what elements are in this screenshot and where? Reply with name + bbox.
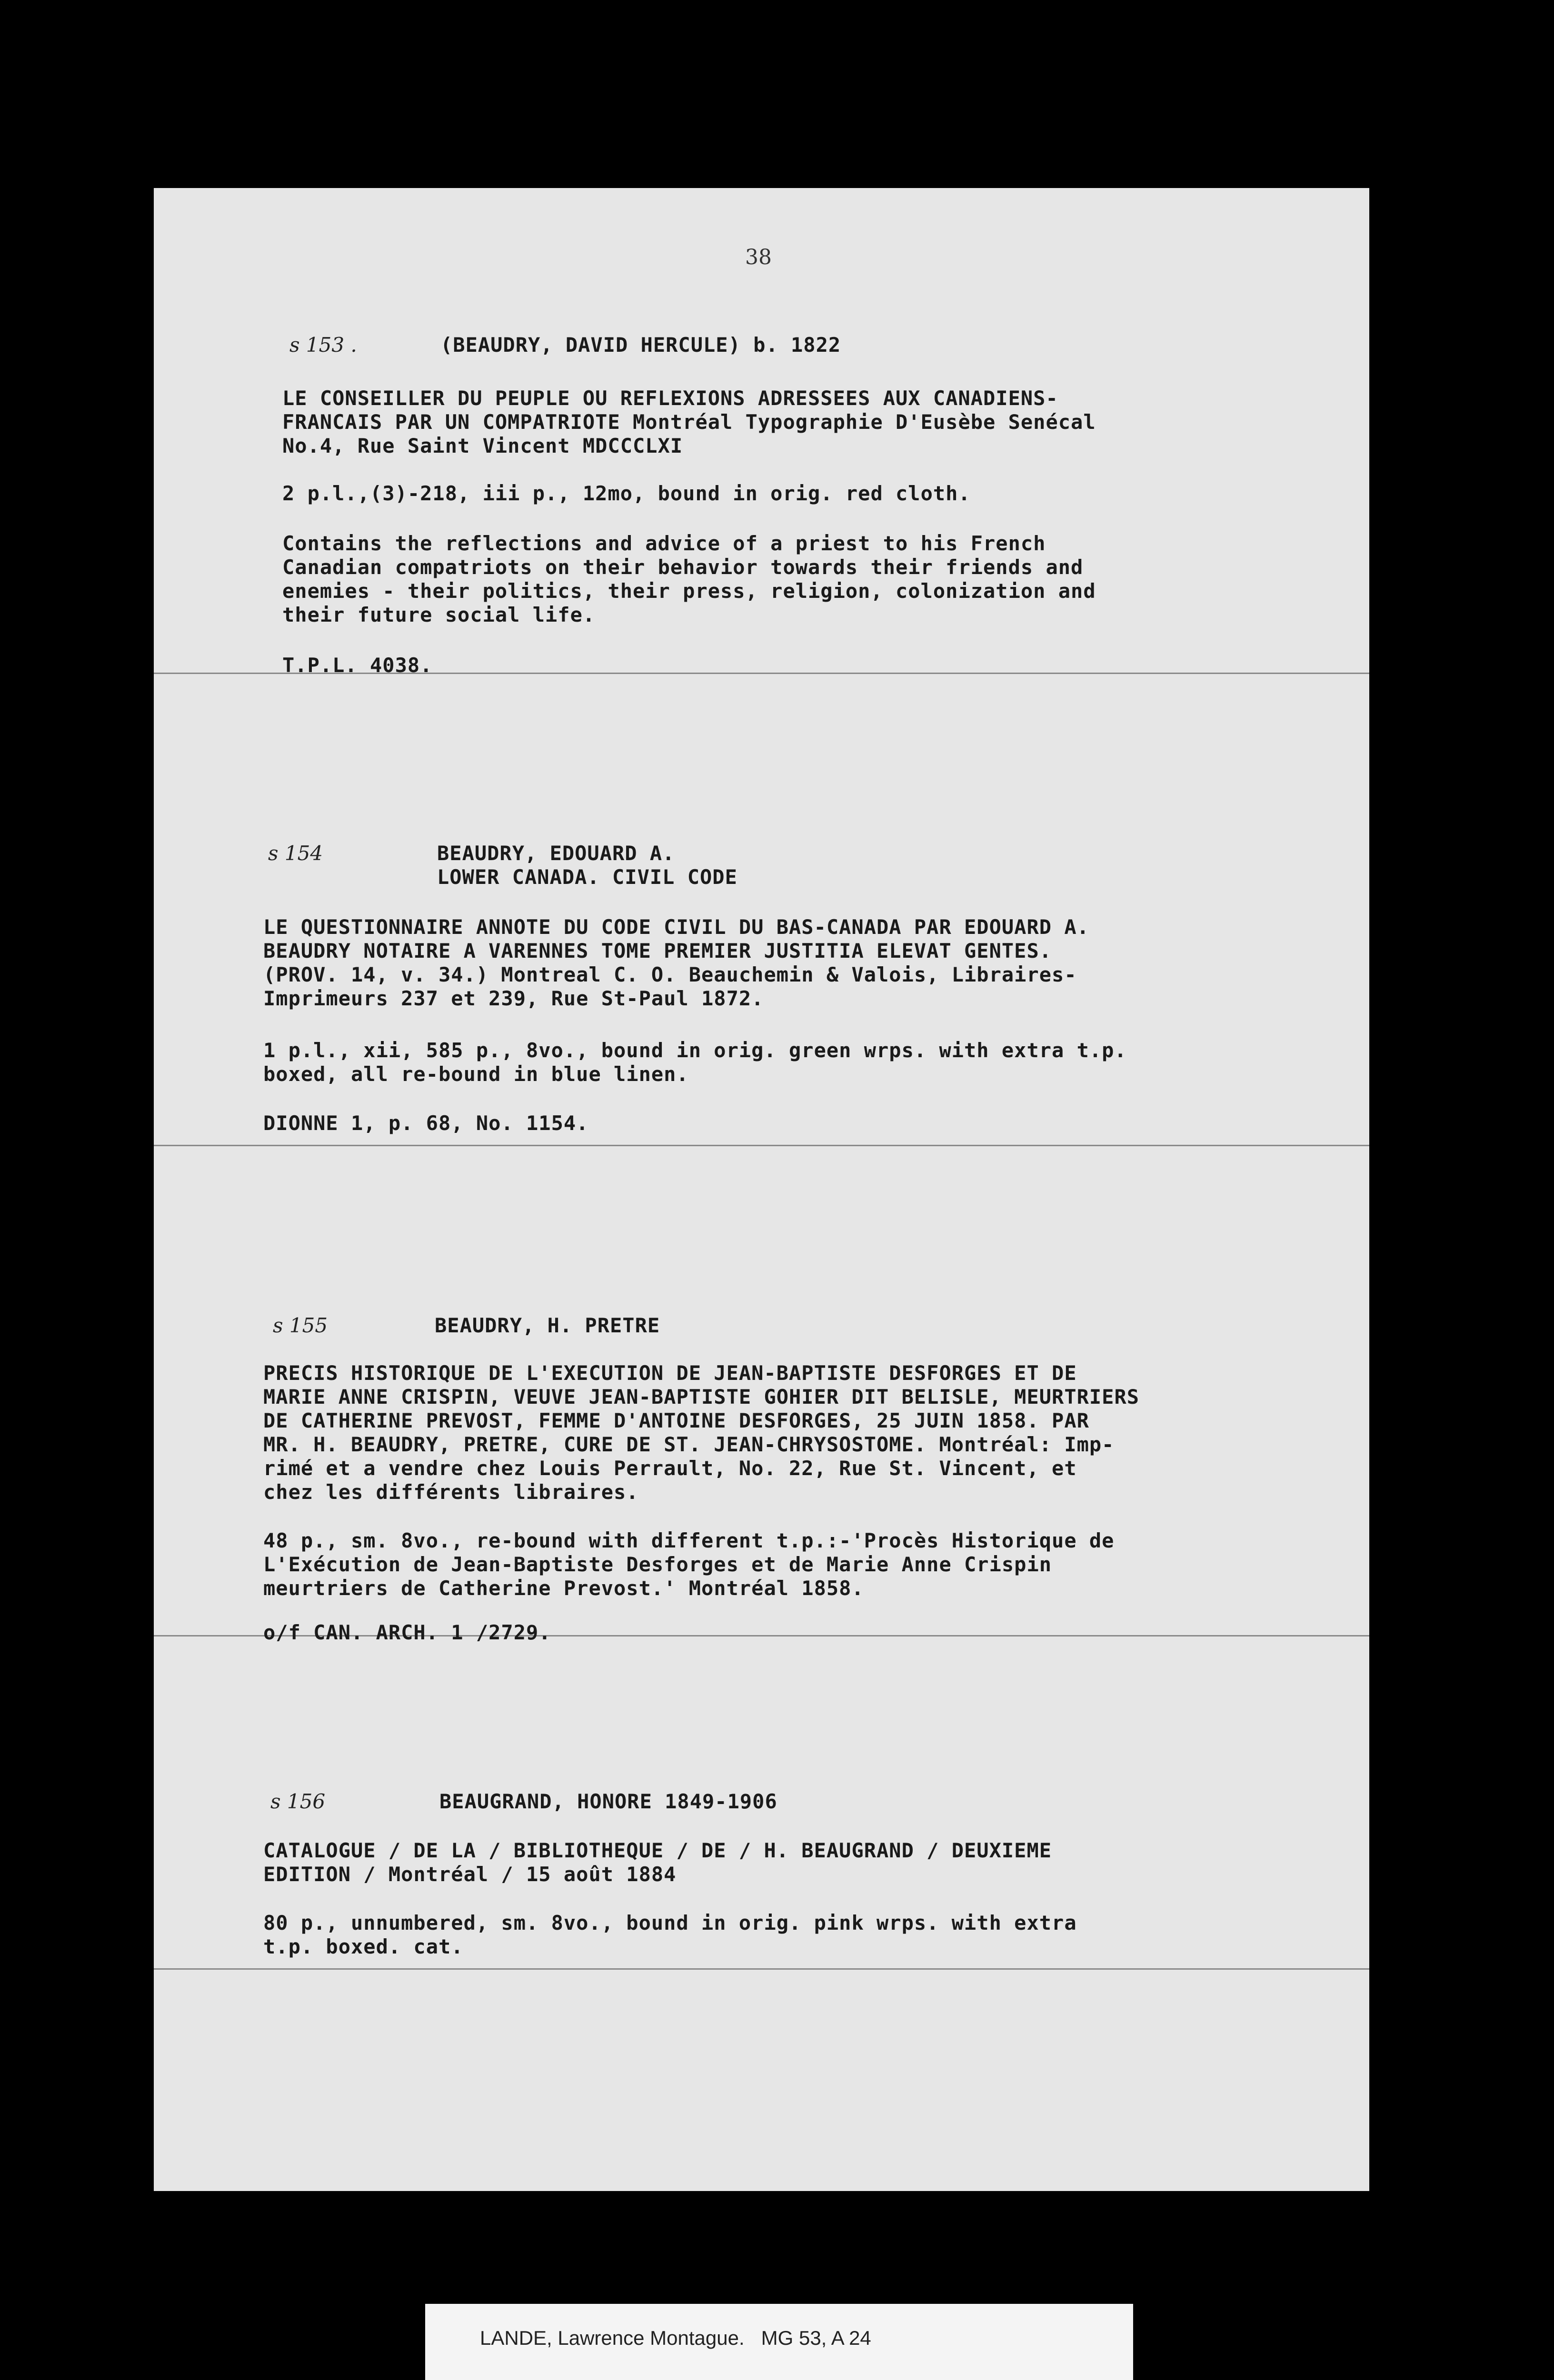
- collection-slip: [425, 2304, 1133, 2380]
- card-divider: [154, 1145, 1369, 1146]
- entry-title-line: No.4, Rue Saint Vincent MDCCCLXI: [282, 434, 683, 457]
- entry-heading: BEAUDRY, EDOUARD A.: [437, 842, 675, 865]
- entry-title-line: chez les différents libraires.: [263, 1480, 639, 1504]
- page-number: 38: [745, 245, 772, 269]
- entry-reference: o/f CAN. ARCH. 1 /2729.: [263, 1621, 551, 1644]
- entry-title-line: PRECIS HISTORIQUE DE L'EXECUTION DE JEAN-BAPTISTE DESFORGES ET DE: [263, 1361, 1077, 1385]
- entry-subject: LOWER CANADA. CIVIL CODE: [437, 865, 737, 889]
- entry-heading: (BEAUDRY, DAVID HERCULE) b. 1822: [440, 333, 841, 357]
- entry-title-line: rimé et a vendre chez Louis Perrault, No. 22, Rue St. Vincent, et: [263, 1457, 1077, 1480]
- entry-collation: L'Exécution de Jean-Baptiste Desforges et de Marie Anne Crispin: [263, 1553, 1052, 1576]
- entry-number: s 153 .: [289, 333, 357, 357]
- entry-reference: T.P.L. 4038.: [282, 654, 433, 677]
- entry-title-line: DE CATHERINE PREVOST, FEMME D'ANTOINE DESFORGES, 25 JUIN 1858. PAR: [263, 1409, 1089, 1432]
- entry-number: s 156: [270, 1790, 326, 1813]
- entry-title-line: Imprimeurs 237 et 239, Rue St-Paul 1872.: [263, 987, 764, 1010]
- entry-number: s 155: [273, 1314, 328, 1337]
- card-divider: [154, 1968, 1369, 1970]
- entry-title-line: LE CONSEILLER DU PEUPLE OU REFLEXIONS ADRESSEES AUX CANADIENS-: [282, 387, 1058, 410]
- entry-collation: 80 p., unnumbered, sm. 8vo., bound in orig. pink wrps. with extra: [263, 1911, 1077, 1934]
- entry-title-line: CATALOGUE / DE LA / BIBLIOTHEQUE / DE / H. BEAUGRAND / DEUXIEME: [263, 1839, 1052, 1862]
- entry-note-line: Contains the reflections and advice of a priest to his French: [282, 532, 1046, 555]
- entry-collation: 1 p.l., xii, 585 p., 8vo., bound in orig. green wrps. with extra t.p.: [263, 1039, 1127, 1062]
- entry-title-line: (PROV. 14, v. 34.) Montreal C. O. Beauchemin & Valois, Libraires-: [263, 963, 1077, 986]
- entry-title-line: FRANCAIS PAR UN COMPATRIOTE Montréal Typographie D'Eusèbe Senécal: [282, 410, 1096, 434]
- entry-title-line: EDITION / Montréal / 15 août 1884: [263, 1863, 677, 1886]
- archive-label: [425, 2304, 1133, 2380]
- entry-reference: DIONNE 1, p. 68, No. 1154.: [263, 1111, 589, 1135]
- entry-note-line: Canadian compatriots on their behavior towards their friends and: [282, 555, 1084, 579]
- entry-collation: 2 p.l.,(3)-218, iii p., 12mo, bound in orig. red cloth.: [282, 482, 971, 505]
- entry-title-line: LE QUESTIONNAIRE ANNOTE DU CODE CIVIL DU BAS-CANADA PAR EDOUARD A.: [263, 915, 1089, 939]
- entry-note-line: their future social life.: [282, 603, 596, 626]
- entry-number: s 154: [268, 842, 323, 865]
- entry-collation: 48 p., sm. 8vo., re-bound with different t.p.:-'Procès Historique de: [263, 1529, 1115, 1552]
- entry-heading: BEAUDRY, H. PRETRE: [435, 1314, 660, 1337]
- entry-title-line: MR. H. BEAUDRY, PRETRE, CURE DE ST. JEAN-CHRYSOSTOME. Montréal: Imp-: [263, 1433, 1115, 1456]
- entry-collation: boxed, all re-bound in blue linen.: [263, 1062, 689, 1086]
- entry-collation: t.p. boxed. cat.: [263, 1935, 464, 1958]
- entry-title-line: BEAUDRY NOTAIRE A VARENNES TOME PREMIER JUSTITIA ELEVAT GENTES.: [263, 939, 1052, 962]
- entry-heading: BEAUGRAND, HONORE 1849-1906: [439, 1790, 777, 1813]
- document-page: [154, 188, 1369, 2191]
- collection-reference: LANDE, Lawrence Montague. MG 53, A 24: [480, 2327, 871, 2349]
- entry-title-line: MARIE ANNE CRISPIN, VEUVE JEAN-BAPTISTE GOHIER DIT BELISLE, MEURTRIERS: [263, 1385, 1140, 1408]
- entry-collation: meurtriers de Catherine Prevost.' Montréal 1858.: [263, 1577, 864, 1600]
- entry-note-line: enemies - their politics, their press, religion, colonization and: [282, 579, 1096, 603]
